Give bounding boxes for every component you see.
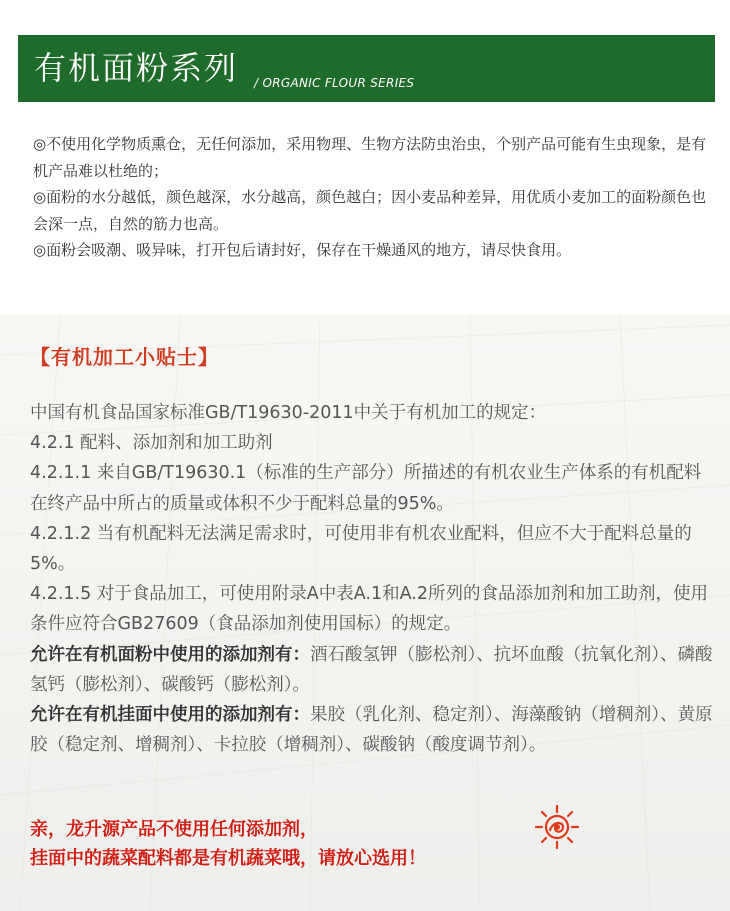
closing-line: 亲，龙升源产品不使用任何添加剂， bbox=[30, 819, 318, 840]
tips-body bbox=[30, 398, 715, 760]
closing-message bbox=[30, 815, 590, 873]
tips-intro: 中国有机食品国家标准GB/T19630-2011中关于有机加工的规定： bbox=[30, 403, 547, 423]
note-item: ◎不使用化学物质熏仓，无任何添加，采用物理、生物方法防虫治虫，个别产品可能有生虫现象，是有机产品难以杜绝的； bbox=[33, 135, 707, 180]
closing-line: 挂面中的蔬菜配料都是有机蔬菜哦，请放心选用！ bbox=[30, 848, 426, 869]
noodle-additives-label: 允许在有机挂面中使用的添加剂有： bbox=[30, 705, 310, 726]
flour-additives bbox=[30, 640, 715, 700]
sun-logo-icon bbox=[533, 803, 581, 851]
tips-item: 4.2.1.2 当有机配料无法满足需求时，可使用非有机农业配料，但应不大于配料总量的5%。 bbox=[30, 523, 692, 575]
note-item: ◎面粉的水分越低，颜色越深，水分越高，颜色越白；因小麦品种差异，用优质小麦加工的面粉颜色也会深一点，自然的筋力也高。 bbox=[33, 188, 707, 233]
tips-title: 【有机加工小贴士】 bbox=[30, 345, 219, 369]
note-item: ◎面粉会吸潮、吸异味，打开包后请封好，保存在干燥通风的地方，请尽快食用。 bbox=[33, 241, 572, 259]
tips-item: 4.2.1.1 来自GB/T19630.1（标准的生产部分）所描述的有机农业生产体系的有机配料在终产品中所占的质量或体积不少于配料总量的95%。 bbox=[30, 463, 702, 514]
tips-item: 4.2.1.5 对于食品加工，可使用附录A中表A.1和A.2所列的食品添加剂和加工助剂，使用条件应符合GB27609（食品添加剂使用国标）的规定。 bbox=[30, 584, 708, 635]
noodle-additives bbox=[30, 700, 715, 760]
tips-item: 4.2.1 配料、添加剂和加工助剂 bbox=[30, 433, 273, 454]
noodle-additives-text: 果胶（乳化剂、稳定剂）、海藻酸钠（增稠剂）、黄原胶（稳定剂、增稠剂）、卡拉胶（增稠剂）、碳酸钠（酸度调节剂）。 bbox=[30, 705, 713, 756]
series-banner bbox=[18, 35, 715, 102]
flour-additives-label: 允许在有机面粉中使用的添加剂有： bbox=[30, 644, 310, 665]
banner-subtitle: / ORGANIC FLOUR SERIES bbox=[254, 76, 415, 90]
notes-list bbox=[33, 131, 713, 264]
banner-title: 有机面粉系列 bbox=[34, 49, 239, 87]
flour-additives-text: 酒石酸氢钾（膨松剂）、抗坏血酸（抗氧化剂）、磷酸氢钙（膨松剂）、碳酸钙（膨松剂）。 bbox=[30, 644, 713, 695]
